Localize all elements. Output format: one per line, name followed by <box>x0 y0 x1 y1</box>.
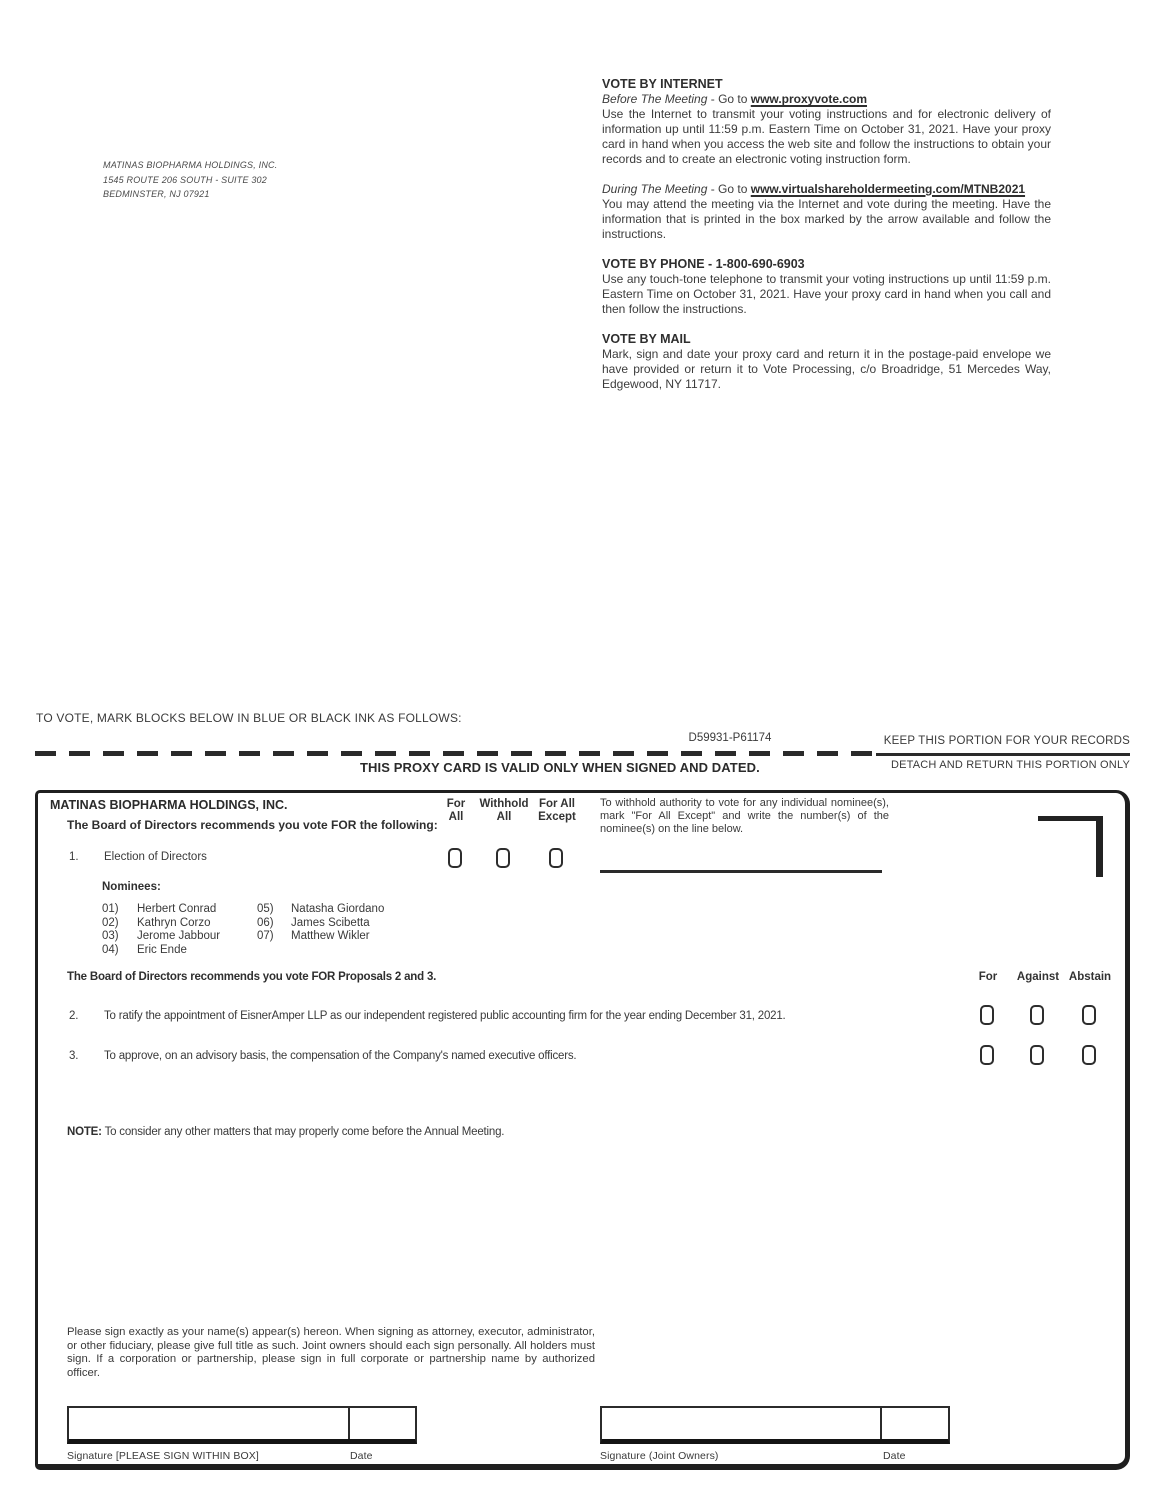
p3-for-checkbox[interactable] <box>980 1045 994 1065</box>
board-recommendation-2: The Board of Directors recommends you vote FOR Proposals 2 and 3. <box>67 971 437 983</box>
card-company-name: MATINAS BIOPHARMA HOLDINGS, INC. <box>50 798 288 812</box>
date-primary-label: Date <box>350 1450 373 1462</box>
during-meeting-line <box>602 182 1051 197</box>
during-meeting-label: During The Meeting <box>602 182 708 196</box>
proposal-2-number: 2. <box>69 1010 79 1022</box>
for-column-header: For <box>978 971 998 983</box>
proposal-2-text: To ratify the appointment of EisnerAmper LLP as our independent registered public accounting firm for the year ending December 31, 2021. <box>104 1010 786 1022</box>
keep-portion-label: KEEP THIS PORTION FOR YOUR RECORDS <box>883 735 1130 747</box>
column-header-line: For <box>446 798 466 810</box>
vote-by-phone-heading: VOTE BY PHONE - 1-800-690-6903 <box>602 257 805 271</box>
vote-by-mail-heading: VOTE BY MAIL <box>602 332 691 346</box>
valid-when-signed-notice: THIS PROXY CARD IS VALID ONLY WHEN SIGNED AND DATED. <box>360 760 760 775</box>
p2-for-checkbox[interactable] <box>980 1005 994 1025</box>
keep-portion-underline <box>876 753 1130 756</box>
phone-paragraph: Use any touch-tone telephone to transmit your voting instructions up until 11:59 p.m. Eastern Time on October 31, 2021. Have your proxy card in hand when you call and then follow the instructions. <box>602 272 1051 316</box>
note-text: To consider any other matters that may properly come before the Annual Meeting. <box>101 1126 505 1138</box>
before-meeting-label: Before The Meeting <box>602 92 708 106</box>
column-header-line: For All <box>539 798 575 810</box>
date-joint-label: Date <box>883 1450 906 1462</box>
nominee-name: Kathryn Corzo <box>137 916 211 929</box>
board-recommendation-1: The Board of Directors recommends you vote FOR the following: <box>67 818 438 832</box>
p2-abstain-checkbox[interactable] <box>1082 1005 1096 1025</box>
nominee-name: Matthew Wikler <box>291 930 370 942</box>
nominee-exception-write-line[interactable] <box>600 870 882 873</box>
nominee-number: 05) <box>257 903 274 915</box>
column-header-line: Except <box>538 810 576 823</box>
signature-joint-label: Signature (Joint Owners) <box>600 1450 719 1462</box>
column-header-line: All <box>496 810 512 823</box>
sender-address-line: BEDMINSTER, NJ 07921 <box>103 189 210 199</box>
abstain-column-header: Abstain <box>1068 971 1112 983</box>
for-all-column-header <box>447 798 466 823</box>
nominee-name: Herbert Conrad <box>137 903 217 915</box>
date-box-joint[interactable] <box>880 1408 948 1439</box>
nominee-name: Jerome Jabbour <box>137 930 221 942</box>
sender-address-block <box>103 158 277 202</box>
virtual-meeting-link[interactable]: www.virtualshareholdermeeting.com/MTNB2021 <box>750 182 1026 196</box>
column-header-line: Withhold <box>479 798 529 810</box>
nominee-number: 02) <box>102 916 119 929</box>
p2-against-checkbox[interactable] <box>1030 1005 1044 1025</box>
column-header-line: All <box>448 810 464 823</box>
nominee-number: 07) <box>257 930 274 942</box>
proxy-voting-card <box>35 790 1130 1470</box>
p3-abstain-checkbox[interactable] <box>1082 1045 1096 1065</box>
nominee-name: Eric Ende <box>137 943 187 956</box>
during-meeting-sep: - Go to <box>707 182 751 196</box>
before-meeting-line <box>602 92 1051 107</box>
internet-during-paragraph: You may attend the meeting via the Internet and vote during the meeting. Have the information that is printed in the box marked by the arrow available and follow the instructions. <box>602 197 1051 241</box>
note-label: NOTE: <box>67 1126 102 1138</box>
arrow-corner-icon <box>1038 816 1103 877</box>
perforation-dashed-line <box>35 751 876 756</box>
internet-before-paragraph: Use the Internet to transmit your voting instructions and for electronic delivery of information up until 11:59 p.m. Eastern Time on October 31, 2021. Have your proxy card in hand when you access the web site and follow the instructions to obtain your records and to create an electronic voting instruction form. <box>602 107 1051 166</box>
date-box-primary[interactable] <box>348 1408 415 1439</box>
withhold-authority-note: To withhold authority to vote for any individual nominee(s), mark "For All Except" and write the number(s) of the nominee(s) on the line below. <box>600 797 889 835</box>
proposal-3-text: To approve, on an advisory basis, the compensation of the Company's named executive officers. <box>104 1050 577 1062</box>
note-line <box>67 1126 504 1138</box>
signature-box-joint[interactable] <box>600 1406 950 1444</box>
proposal-1-number: 1. <box>69 851 79 863</box>
nominee-number: 03) <box>102 930 119 942</box>
proposal-1-label: Election of Directors <box>104 851 207 863</box>
signature-primary-label: Signature [PLEASE SIGN WITHIN BOX] <box>67 1450 259 1462</box>
detach-portion-label: DETACH AND RETURN THIS PORTION ONLY <box>890 759 1130 771</box>
signature-box-primary[interactable] <box>67 1406 417 1444</box>
nominee-name: Natasha Giordano <box>291 903 385 915</box>
signing-instructions: Please sign exactly as your name(s) appear(s) hereon. When signing as attorney, executor, administrator, or other fiduciary, please give full title as such. Joint owners should each sign personally. All holders must sign. If a corporation or partnership, please sign in full corporate or partnership name by authorized officer. <box>67 1326 595 1379</box>
nominee-number: 04) <box>102 943 119 956</box>
proxyvote-link[interactable]: www.proxyvote.com <box>750 92 868 106</box>
mail-paragraph: Mark, sign and date your proxy card and return it in the postage-paid envelope we have provided or return it to Vote Processing, c/o Broadridge, 51 Mercedes Way, Edgewood, NY 11717. <box>602 347 1051 391</box>
nominees-list <box>102 903 384 957</box>
nominee-number: 06) <box>257 916 274 929</box>
p1-for-all-except-checkbox[interactable] <box>549 848 563 868</box>
for-all-except-column-header <box>538 798 576 823</box>
nominees-heading: Nominees: <box>102 881 161 893</box>
vote-instructions-column <box>602 77 1051 392</box>
nominee-name: James Scibetta <box>291 916 370 929</box>
sender-address-line: 1545 ROUTE 206 SOUTH - SUITE 302 <box>103 174 267 185</box>
vote-by-internet-heading: VOTE BY INTERNET <box>602 77 723 91</box>
against-column-header: Against <box>1016 971 1060 983</box>
withhold-all-column-header <box>479 798 528 823</box>
sender-address-line: MATINAS BIOPHARMA HOLDINGS, INC. <box>103 160 278 170</box>
before-meeting-sep: - Go to <box>707 92 751 106</box>
p1-for-all-checkbox[interactable] <box>448 848 462 868</box>
control-code: D59931-P61174 <box>688 732 772 744</box>
p1-withhold-all-checkbox[interactable] <box>496 848 510 868</box>
nominee-number: 01) <box>102 903 119 915</box>
p3-against-checkbox[interactable] <box>1030 1045 1044 1065</box>
mark-blocks-instruction: TO VOTE, MARK BLOCKS BELOW IN BLUE OR BLACK INK AS FOLLOWS: <box>36 711 462 725</box>
proposal-3-number: 3. <box>69 1050 79 1062</box>
